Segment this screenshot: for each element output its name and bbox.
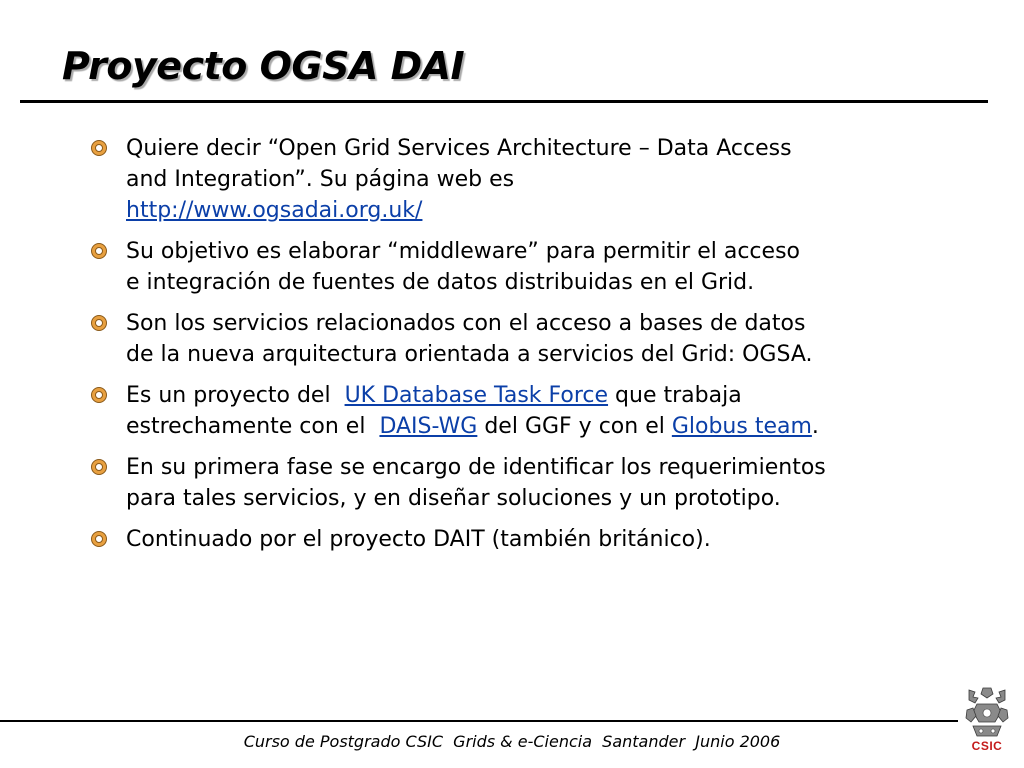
bullet-item: [88, 236, 948, 298]
bullet-text-segment: que trabaja: [608, 383, 742, 408]
csic-logo-label: CSIC: [971, 739, 1003, 753]
bullet-text-segment: .: [811, 414, 819, 439]
ogsadai-url-link[interactable]: http://www.ogsadai.org.uk/: [126, 198, 423, 223]
target-bullet-icon: [90, 530, 108, 548]
globus-team-link[interactable]: Globus team: [671, 414, 812, 439]
target-bullet-icon: [90, 242, 108, 260]
target-bullet-icon: [90, 386, 108, 404]
bullet-text-line-2: and Integration”. Su página web es: [126, 167, 515, 192]
target-bullet-icon: [90, 139, 108, 157]
dais-wg-link[interactable]: DAIS-WG: [379, 414, 478, 439]
bullet-text-line-1: Quiere decir “Open Grid Services Architecture – Data Access: [126, 136, 792, 161]
bullet-text-line-2: e integración de fuentes de datos distribuidas en el Grid.: [126, 270, 755, 295]
bullet-text-segment: estrechamente con el: [126, 414, 380, 439]
title-divider: [20, 100, 988, 103]
bullet-text-line-1: En su primera fase se encargo de identificar los requerimientos: [126, 455, 826, 480]
bullet-item: [88, 380, 948, 442]
target-bullet-icon: [90, 314, 108, 332]
bullet-item: [88, 133, 948, 226]
bullet-item: [88, 452, 948, 514]
footer-text: Curso de Postgrado CSIC Grids & e-Ciencia Santander Junio 2006: [243, 732, 781, 751]
csic-logo: [958, 686, 1016, 760]
target-bullet-icon: [90, 458, 108, 476]
bullet-text-line-1: Su objetivo es elaborar “middleware” para permitir el acceso: [126, 239, 800, 264]
footer-divider: [0, 720, 958, 722]
bullet-item: [88, 308, 948, 370]
bullet-text-line-2: para tales servicios, y en diseñar soluciones y un prototipo.: [126, 486, 781, 511]
bullet-text-segment: Es un proyecto del: [126, 383, 345, 408]
uk-database-task-force-link[interactable]: UK Database Task Force: [344, 383, 609, 408]
bullet-text-segment: del GGF y con el: [477, 414, 672, 439]
bullet-text-line-2: de la nueva arquitectura orientada a servicios del Grid: OGSA.: [126, 342, 813, 367]
bullet-list: [88, 133, 948, 565]
bullet-item: [88, 524, 948, 555]
bullet-text-line-1: Continuado por el proyecto DAIT (también británico).: [126, 527, 711, 552]
slide-title: Proyecto OGSA DAI: [62, 44, 465, 88]
csic-logo-icon: [963, 686, 1011, 738]
bullet-text-line-1: Son los servicios relacionados con el acceso a bases de datos: [126, 311, 806, 336]
